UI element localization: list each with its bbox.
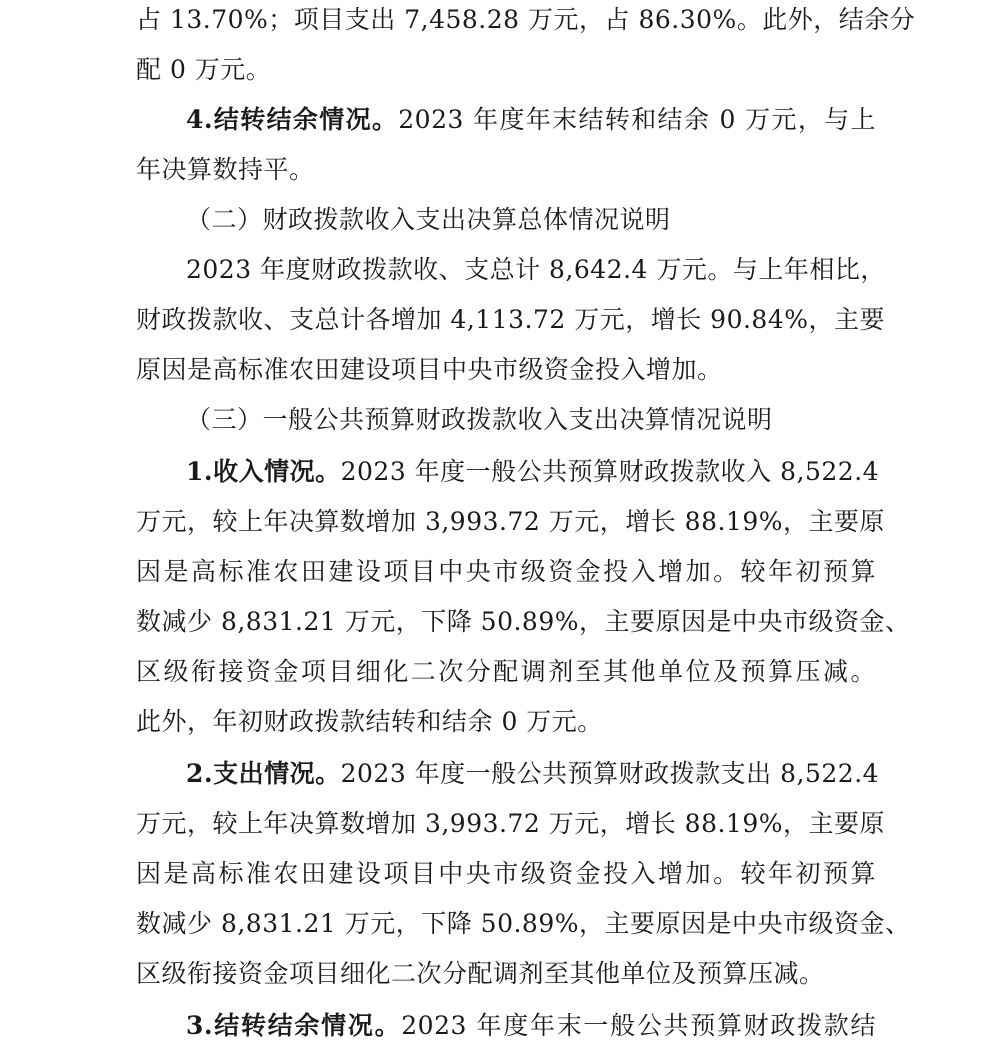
section-lead: 2.支出情况。: [186, 759, 341, 788]
paragraph-line: [136, 154, 315, 186]
paragraph-line: [136, 858, 876, 890]
line-text: 数减少 8,831.21 万元，下降 50.89%，主要原因是中央市级资金、: [136, 607, 911, 636]
line-text: 区级衔接资金项目细化二次分配调剂至其他单位及预算压减。: [136, 657, 876, 686]
line-text: 万元，较上年决算数增加 3,993.72 万元，增长 88.19%，主要原: [136, 507, 885, 536]
paragraph-line: [136, 656, 876, 688]
line-text: 此外，年初财政拨款结转和结余 0 万元。: [136, 707, 603, 736]
line-text: 2023 年度财政拨款收、支总计 8,642.4 万元。与上年相比，: [186, 255, 886, 284]
paragraph-line: [136, 304, 885, 336]
paragraph-line: [186, 456, 880, 488]
section-lead: 3.结转结余情况。: [186, 1011, 402, 1040]
paragraph-line: [186, 254, 886, 286]
line-text: 年决算数持平。: [136, 155, 315, 184]
line-text: 因是高标准农田建设项目中央市级资金投入增加。较年初预算: [136, 557, 876, 586]
paragraph-line: [136, 54, 271, 86]
section-lead: 1.收入情况。: [186, 457, 341, 486]
paragraph-line: [136, 958, 825, 990]
paragraph-line: [136, 354, 723, 386]
section-heading: [186, 404, 773, 436]
line-text: 2023 年度一般公共预算财政拨款收入 8,522.4: [340, 457, 880, 486]
paragraph-line: [136, 556, 876, 588]
paragraph-line: [136, 808, 885, 840]
line-text: 数减少 8,831.21 万元，下降 50.89%，主要原因是中央市级资金、: [136, 909, 911, 938]
paragraph-line: [186, 758, 880, 790]
section-heading: [186, 204, 671, 236]
line-text: 占 13.70%；项目支出 7,458.28 万元，占 86.30%。此外，结余分: [136, 5, 916, 34]
line-text: 万元，较上年决算数增加 3,993.72 万元，增长 88.19%，主要原: [136, 809, 885, 838]
line-text: 2023 年度年末结转和结余 0 万元，与上: [398, 105, 876, 134]
paragraph-line: [136, 4, 916, 36]
paragraph-line: [136, 908, 911, 940]
paragraph-line: [186, 104, 876, 136]
paragraph-line: [136, 506, 885, 538]
paragraph-line: [186, 1010, 876, 1042]
paragraph-line: [136, 706, 603, 738]
line-text: 配 0 万元。: [136, 55, 272, 84]
paragraph-line: [136, 606, 911, 638]
line-text: 2023 年度一般公共预算财政拨款支出 8,522.4: [340, 759, 880, 788]
heading-text: （三）一般公共预算财政拨款收入支出决算情况说明: [186, 405, 773, 434]
line-text: 2023 年度年末一般公共预算财政拨款结: [401, 1011, 876, 1040]
heading-text: （二）财政拨款收入支出决算总体情况说明: [186, 205, 671, 234]
line-text: 财政拨款收、支总计各增加 4,113.72 万元，增长 90.84%，主要: [136, 305, 885, 334]
line-text: 区级衔接资金项目细化二次分配调剂至其他单位及预算压减。: [136, 959, 825, 988]
line-text: 原因是高标准农田建设项目中央市级资金投入增加。: [136, 355, 723, 384]
section-lead: 4.结转结余情况。: [186, 105, 399, 134]
line-text: 因是高标准农田建设项目中央市级资金投入增加。较年初预算: [136, 859, 876, 888]
